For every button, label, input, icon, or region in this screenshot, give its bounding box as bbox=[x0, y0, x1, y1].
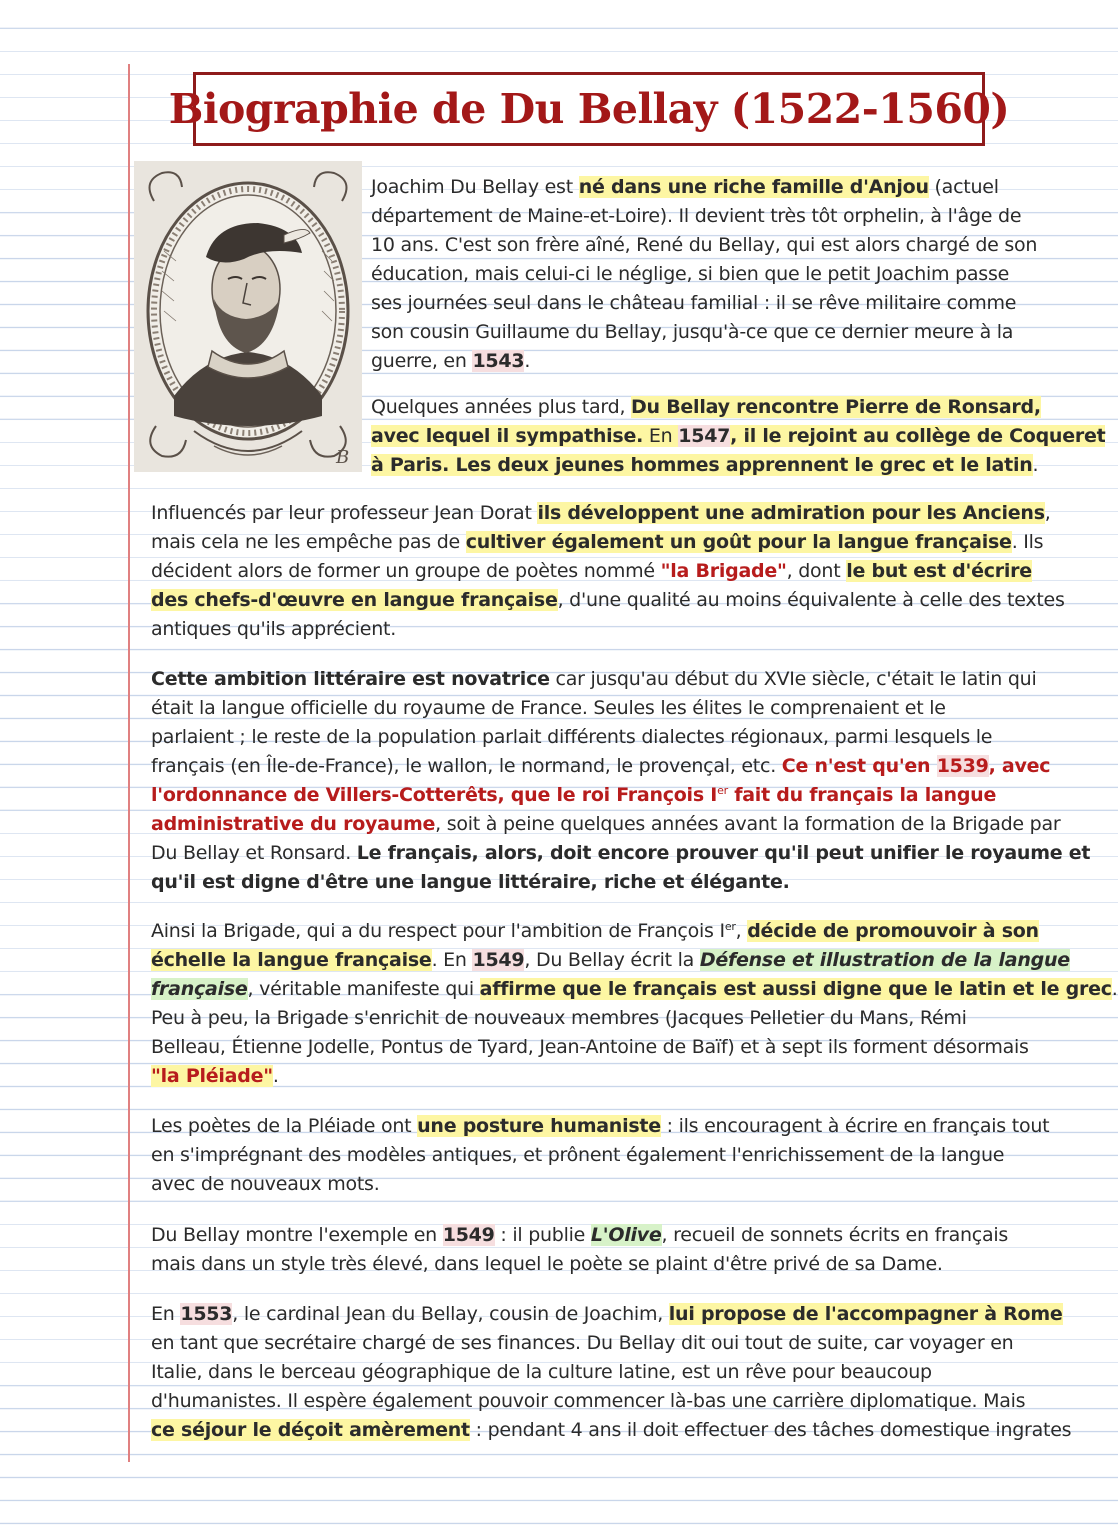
text-line: française, véritable manifeste qui affirme que le français est aussi digne que le latin et le grec. bbox=[151, 978, 1118, 1000]
text-line: parlaient ; le reste de la population parlait différents dialectes régionaux, parmi lesquels le bbox=[151, 726, 993, 748]
highlight: Du Bellay rencontre Pierre de Ronsard, bbox=[631, 396, 1041, 418]
text-line: décident alors de former un groupe de poètes nommé "la Brigade", dont le but est d'écrire bbox=[151, 560, 1032, 582]
text-line: Italie, dans le berceau géographique de la culture latine, est un rêve pour beaucoup bbox=[151, 1361, 932, 1383]
text-line: Joachim Du Bellay est né dans une riche famille d'Anjou (actuel bbox=[371, 176, 999, 198]
text-line: Peu à peu, la Brigade s'enrichit de nouveaux membres (Jacques Pelletier du Mans, Rémi bbox=[151, 1007, 967, 1029]
text-line: à Paris. Les deux jeunes hommes apprennent le grec et le latin. bbox=[371, 454, 1039, 476]
work-title-highlight: française bbox=[151, 978, 248, 1000]
paragraph-ronsard bbox=[371, 393, 1106, 480]
text-line: échelle la langue française. En 1549, Du Bellay écrit la Défense et illustration de la langue bbox=[151, 949, 1070, 971]
text-line: éducation, mais celui-ci le néglige, si bien que le petit Joachim passe bbox=[371, 263, 1010, 285]
bold-phrase: Le français, alors, doit encore prouver qu'il peut unifier le royaume et bbox=[356, 842, 1091, 864]
highlight: le but est d'écrire bbox=[846, 560, 1032, 582]
highlight: avec lequel il sympathise. bbox=[371, 425, 644, 447]
date-highlight: 1547 bbox=[678, 425, 731, 447]
text-line: mais cela ne les empêche pas de cultiver également un goût pour la langue française. Ils bbox=[151, 531, 1044, 553]
red-term: "la Brigade" bbox=[660, 560, 787, 582]
red-term: administrative du royaume bbox=[151, 813, 436, 835]
text-line: était la langue officielle du royaume de France. Seules les élites le comprenaient et le bbox=[151, 697, 946, 719]
text-line: 10 ans. C'est son frère aîné, René du Bellay, qui est alors chargé de son bbox=[371, 234, 1038, 256]
highlight: ils développent une admiration pour les Anciens bbox=[537, 502, 1045, 524]
text-line: avec lequel il sympathise. En 1547, il le rejoint au collège de Coqueret bbox=[371, 425, 1106, 447]
date-highlight: 1553 bbox=[180, 1303, 233, 1325]
highlight: échelle la langue française bbox=[151, 949, 432, 971]
highlight: ce séjour le déçoit amèrement bbox=[151, 1419, 470, 1441]
work-title-highlight: Défense et illustration de la langue bbox=[699, 949, 1070, 971]
text-line: d'humanistes. Il espère également pouvoir commencer là-bas une carrière diplomatique. Mais bbox=[151, 1390, 1026, 1412]
paragraph-childhood bbox=[371, 173, 1051, 376]
highlight: lui propose de l'accompagner à Rome bbox=[668, 1303, 1063, 1325]
text-line: Belleau, Étienne Jodelle, Pontus de Tyard, Jean-Antoine de Baïf) et à sept ils forment désormais bbox=[151, 1036, 1029, 1058]
text-line: qu'il est digne d'être une langue littéraire, riche et élégante. bbox=[151, 871, 790, 893]
highlight: affirme que le français est aussi digne que le latin et le grec bbox=[479, 978, 1112, 1000]
text-line: Quelques années plus tard, Du Bellay rencontre Pierre de Ronsard, bbox=[371, 396, 1041, 418]
text-line: Ainsi la Brigade, qui a du respect pour l'ambition de François Ier, décide de promouvoir à son bbox=[151, 920, 1039, 942]
text-line: Cette ambition littéraire est novatrice car jusqu'au début du XVIe siècle, c'était le latin qui bbox=[151, 668, 1037, 690]
red-term: Ce n'est qu'en bbox=[781, 755, 937, 777]
text-line: français (en Île-de-France), le wallon, le normand, le provençal, etc. Ce n'est qu'en 1539, avec bbox=[151, 755, 1051, 777]
highlight: des chefs-d'œuvre en langue française bbox=[151, 589, 558, 611]
red-term: "la Pléiade" bbox=[151, 1065, 273, 1087]
text-line: ses journées seul dans le château familial : il se rêve militaire comme bbox=[371, 292, 1017, 314]
superscript: er bbox=[724, 920, 736, 933]
text-line: administrative du royaume, soit à peine quelques années avant la formation de la Brigade par bbox=[151, 813, 1061, 835]
paragraph-humanism bbox=[151, 1112, 1066, 1199]
highlight: né dans une riche famille d'Anjou bbox=[578, 176, 929, 198]
title-box bbox=[168, 72, 1010, 146]
paragraph-brigade bbox=[151, 499, 1066, 644]
highlight: décide de promouvoir à son bbox=[747, 920, 1039, 942]
date-highlight: 1549 bbox=[472, 949, 525, 971]
text-line: des chefs-d'œuvre en langue française, d'une qualité au moins équivalente à celle des textes bbox=[151, 589, 1065, 611]
paragraph-ambition bbox=[151, 665, 1091, 897]
text-line: Influencés par leur professeur Jean Dorat ils développent une admiration pour les Anciens, bbox=[151, 502, 1051, 524]
red-term: l'ordonnance de Villers-Cotterêts, que le roi François I bbox=[151, 784, 718, 806]
work-title-highlight: L'Olive bbox=[590, 1224, 662, 1246]
page-title: Biographie de Du Bellay (1522-1560) bbox=[168, 85, 1010, 133]
text-line: mais dans un style très élevé, dans lequel le poète se plaint d'être privé de sa Dame. bbox=[151, 1253, 943, 1275]
text-line: avec de nouveaux mots. bbox=[151, 1173, 380, 1195]
red-term: , avec bbox=[988, 755, 1051, 777]
paragraph-olive bbox=[151, 1221, 1066, 1279]
text-line: ce séjour le déçoit amèrement : pendant 4 ans il doit effectuer des tâches domestique ingrates bbox=[151, 1419, 1072, 1441]
text-line: son cousin Guillaume du Bellay, jusqu'à-ce que ce dernier meure à la bbox=[371, 321, 1014, 343]
text-line: Les poètes de la Pléiade ont une posture humaniste : ils encouragent à écrire en français tout bbox=[151, 1115, 1050, 1137]
highlight: une posture humaniste bbox=[417, 1115, 661, 1137]
portrait-signature: B bbox=[336, 447, 350, 468]
text-line: guerre, en 1543. bbox=[371, 350, 531, 372]
portrait-image bbox=[134, 161, 362, 472]
paragraph-rome bbox=[151, 1300, 1072, 1445]
text-line: Du Bellay et Ronsard. Le français, alors, doit encore prouver qu'il peut unifier le royaume et bbox=[151, 842, 1091, 864]
highlight: à Paris. Les deux jeunes hommes apprennent le grec et le latin bbox=[371, 454, 1033, 476]
portrait-engraving bbox=[134, 161, 362, 472]
text-line: en tant que secrétaire chargé de ses finances. Du Bellay dit oui tout de suite, car voyager en bbox=[151, 1332, 1014, 1354]
bold-phrase: Cette ambition littéraire est novatrice bbox=[151, 668, 550, 690]
text-line: département de Maine-et-Loire). Il devient très tôt orphelin, à l'âge de bbox=[371, 205, 1022, 227]
date-highlight: 1543 bbox=[472, 350, 525, 372]
text-line: en s'imprégnant des modèles antiques, et prônent également l'enrichissement de la langue bbox=[151, 1144, 1005, 1166]
text-line: antiques qu'ils apprécient. bbox=[151, 618, 397, 640]
text-line: En 1553, le cardinal Jean du Bellay, cousin de Joachim, lui propose de l'accompagner à Rome bbox=[151, 1303, 1063, 1325]
text-line bbox=[151, 781, 1066, 810]
highlight: , il le rejoint au collège de Coqueret bbox=[730, 425, 1106, 447]
margin-line bbox=[128, 64, 130, 1462]
text-line: "la Pléiade". bbox=[151, 1065, 279, 1087]
date-highlight: 1539 bbox=[936, 755, 989, 777]
superscript: er bbox=[717, 784, 728, 797]
paragraph-pleiade bbox=[151, 917, 1118, 1091]
highlight: cultiver également un goût pour la langue française bbox=[465, 531, 1012, 553]
red-term: fait du français la langue bbox=[727, 784, 997, 806]
date-highlight: 1549 bbox=[442, 1224, 495, 1246]
text-line: Du Bellay montre l'exemple en 1549 : il publie L'Olive, recueil de sonnets écrits en français bbox=[151, 1224, 1009, 1246]
